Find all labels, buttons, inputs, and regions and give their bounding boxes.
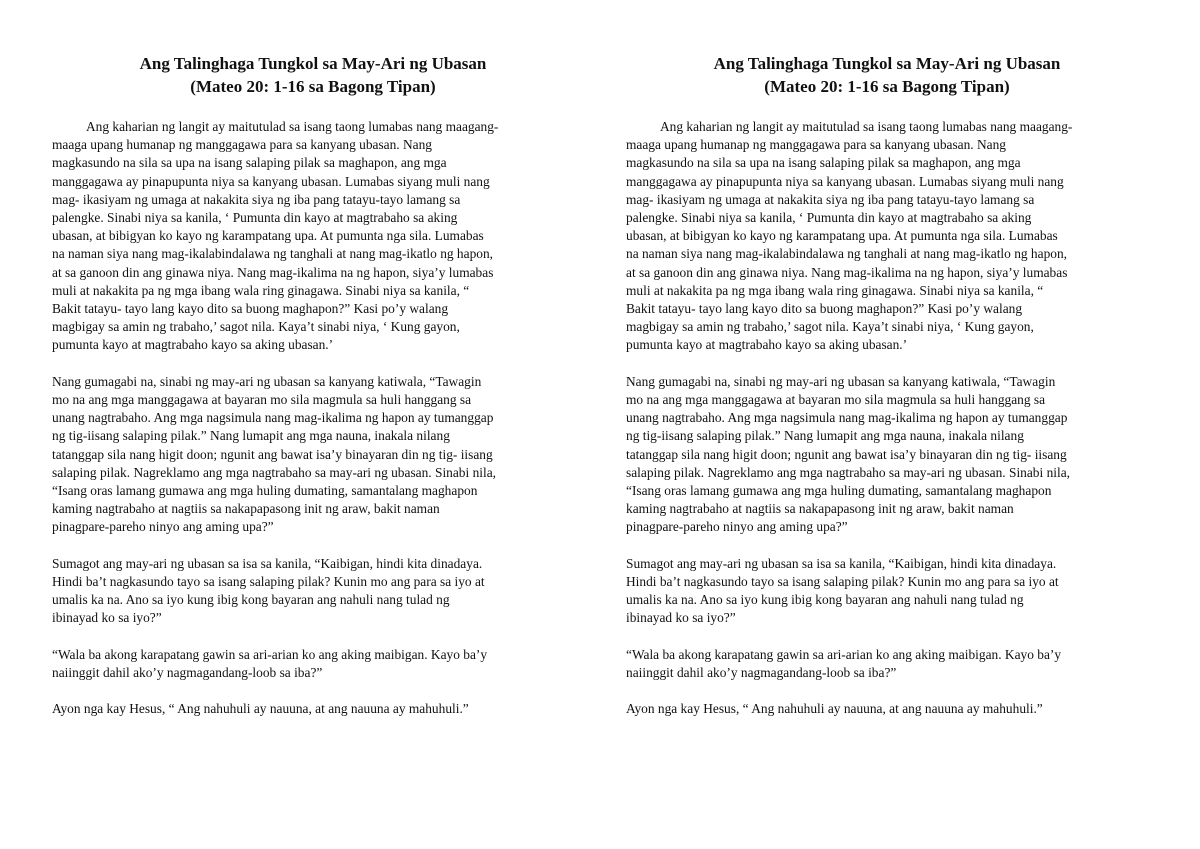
paragraph-5: Ayon nga kay Hesus, “ Ang nahuhuli ay nauuna, at ang nauuna ay mahuhuli.” [626,701,1043,717]
title-line-1: Ang Talinghaga Tungkol sa May-Ari ng Ubasan [139,54,487,73]
paragraph-2: Nang gumagabi na, sinabi ng may-ari ng ubasan sa kanyang katiwala, “Tawagin mo na ang mga manggagawa at bayaran mo sila magmula sa huli hanggang sa unang nagtrabaho. Ang mga nagsimula nang mag-ikalima ng hapon ay tumanggap ng tig-iisang salaping pilak.” Nang lumapit ang mga nauna, inakala nilang tatanggap sila nang higit doon; ngunit ang bawat isa’y binayaran din ng tig- iisang salaping pilak. Nagreklamo ang mga nagtrabaho sa may-ari ng ubasan. Sinabi nila, “Isang oras lamang gumawa ang mga huling dumating, samantalang maghapon kaming nagtrabaho at nagtiis sa nakapapasong init ng araw, bakit naman pinagpare-pareho ninyo ang aming upa?” [626,373,1070,535]
title-line-2: (Mateo 20: 1-16 sa Bagong Tipan) [764,77,1010,96]
left-page-copy [52,52,574,719]
paragraph-3: Sumagot ang may-ari ng ubasan sa isa sa kanila, “Kaibigan, hindi kita dinadaya. Hindi ba’t nagkasundo tayo sa isang salaping pilak? Kunin mo ang para sa iyo at umalis ka na. Ano sa iyo kung ibig kong bayaran ang nahuli nang tulad ng ibinayad ko sa iyo?” [626,555,1059,626]
page-title [52,52,574,98]
body-text [52,118,574,719]
paragraph-1: Ang kaharian ng langit ay maitutulad sa isang taong lumabas nang maagang- maaga upang humanap ng manggagawa para sa kanyang ubasan. Nang magkasundo na sila sa upa na isang salaping pilak sa maghapon, ang mga manggagawa ay pinapupunta niya sa kanyang ubasan. Lumabas siyang muli nang mag- ikasiyam ng umaga at nakakita siya ng iba pang tatayu-tayo lamang sa palengke. Sinabi niya sa kanila, ‘ Pumunta din kayo at magtrabaho sa aking ubasan, at bibigyan ko kayo ng karampatang upa. At pumunta nga sila. Lumabas na naman siya nang mag-ikalabindalawa ng tanghali at nang mag-ikatlo ng hapon, at sa ganoon din ang ginawa niya. Nang mag-ikalima na ng hapon, siya’y lumabas muli at nakakita pa ng mga ibang wala ring ginagawa. Sinabi niya sa kanila, “ Bakit tatayu- tayo lang kayo dito sa buong maghapon?” Kasi po’y walang magbigay sa amin ng trabaho,’ sagot nila. Kaya’t sinabi niya, ‘ Kung gayon, pumunta kayo at magtrabaho kayo sa aking ubasan.’ [626,119,1073,353]
body-text [626,118,1148,719]
right-page-copy [626,52,1148,719]
paragraph-5: Ayon nga kay Hesus, “ Ang nahuhuli ay nauuna, at ang nauuna ay mahuhuli.” [52,701,469,717]
paragraph-2: Nang gumagabi na, sinabi ng may-ari ng ubasan sa kanyang katiwala, “Tawagin mo na ang mga manggagawa at bayaran mo sila magmula sa huli hanggang sa unang nagtrabaho. Ang mga nagsimula nang mag-ikalima ng hapon ay tumanggap ng tig-iisang salaping pilak.” Nang lumapit ang mga nauna, inakala nilang tatanggap sila nang higit doon; ngunit ang bawat isa’y binayaran din ng tig- iisang salaping pilak. Nagreklamo ang mga nagtrabaho sa may-ari ng ubasan. Sinabi nila, “Isang oras lamang gumawa ang mga huling dumating, samantalang maghapon kaming nagtrabaho at nagtiis sa nakapapasong init ng araw, bakit naman pinagpare-pareho ninyo ang aming upa?” [52,373,496,535]
paragraph-3: Sumagot ang may-ari ng ubasan sa isa sa kanila, “Kaibigan, hindi kita dinadaya. Hindi ba’t nagkasundo tayo sa isang salaping pilak? Kunin mo ang para sa iyo at umalis ka na. Ano sa iyo kung ibig kong bayaran ang nahuli nang tulad ng ibinayad ko sa iyo?” [52,555,485,626]
title-line-2: (Mateo 20: 1-16 sa Bagong Tipan) [190,77,436,96]
paragraph-4: “Wala ba akong karapatang gawin sa ari-arian ko ang aking maibigan. Kayo ba’y naiinggit dahil ako’y nagmagandang-loob sa iba?” [626,646,1062,681]
title-line-1: Ang Talinghaga Tungkol sa May-Ari ng Ubasan [713,54,1061,73]
paragraph-1: Ang kaharian ng langit ay maitutulad sa isang taong lumabas nang maagang- maaga upang humanap ng manggagawa para sa kanyang ubasan. Nang magkasundo na sila sa upa na isang salaping pilak sa maghapon, ang mga manggagawa ay pinapupunta niya sa kanyang ubasan. Lumabas siyang muli nang mag- ikasiyam ng umaga at nakakita siya ng iba pang tatayu-tayo lamang sa palengke. Sinabi niya sa kanila, ‘ Pumunta din kayo at magtrabaho sa aking ubasan, at bibigyan ko kayo ng karampatang upa. At pumunta nga sila. Lumabas na naman siya nang mag-ikalabindalawa ng tanghali at nang mag-ikatlo ng hapon, at sa ganoon din ang ginawa niya. Nang mag-ikalima na ng hapon, siya’y lumabas muli at nakakita pa ng mga ibang wala ring ginagawa. Sinabi niya sa kanila, “ Bakit tatayu- tayo lang kayo dito sa buong maghapon?” Kasi po’y walang magbigay sa amin ng trabaho,’ sagot nila. Kaya’t sinabi niya, ‘ Kung gayon, pumunta kayo at magtrabaho kayo sa aking ubasan.’ [52,119,499,353]
page-title [626,52,1148,98]
paragraph-4: “Wala ba akong karapatang gawin sa ari-arian ko ang aking maibigan. Kayo ba’y naiinggit dahil ako’y nagmagandang-loob sa iba?” [52,646,488,681]
